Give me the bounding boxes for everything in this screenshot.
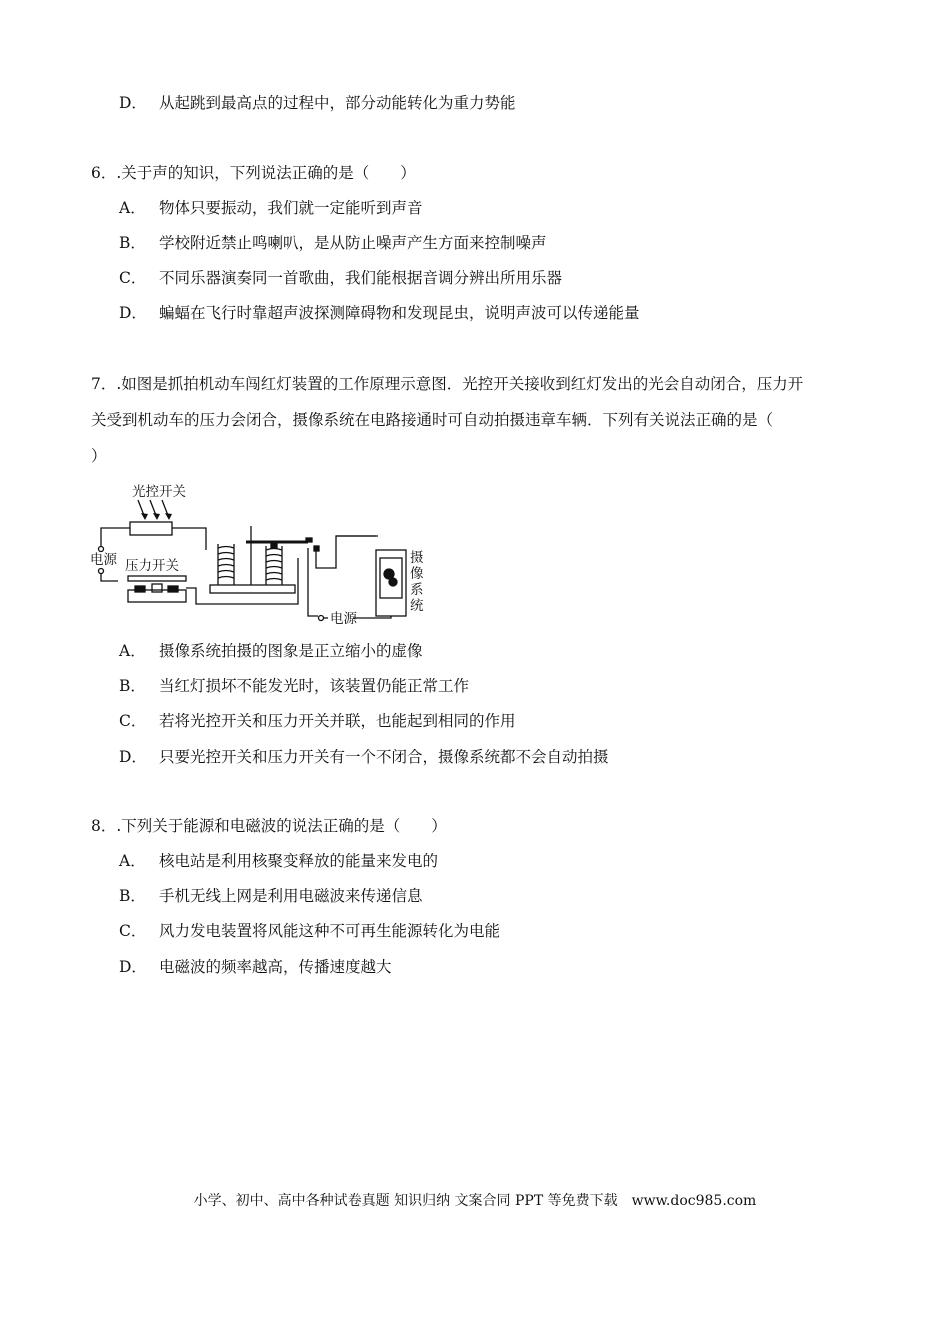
pressure-contact <box>152 584 162 592</box>
option-text: 核电站是利用核聚变释放的能量来发电的 <box>159 852 439 870</box>
q7-option-d <box>119 747 609 767</box>
terminal <box>99 547 104 552</box>
option-text: 风力发电装置将风能这种不可再生能源转化为电能 <box>159 922 501 940</box>
q6-stem: 6．.关于声的知识，下列说法正确的是（ ） <box>91 164 416 182</box>
option-text: 若将光控开关和压力开关并联，也能起到相同的作用 <box>159 712 516 730</box>
label-camera-1: 摄 <box>410 550 424 566</box>
option-text: 物体只要振动，我们就一定能听到声音 <box>159 199 423 217</box>
q8-option-a <box>119 851 438 871</box>
option-label: C． <box>119 712 147 730</box>
terminal <box>99 569 104 574</box>
terminal <box>319 616 324 621</box>
option-label: B． <box>119 234 146 252</box>
wire <box>316 536 378 568</box>
coil-left <box>218 544 234 585</box>
contact <box>306 538 312 542</box>
option-label: D． <box>119 304 147 322</box>
contact <box>314 546 319 551</box>
q6-option-d <box>119 303 640 323</box>
q6-option-b <box>119 233 547 253</box>
option-text: 只要光控开关和压力开关有一个不闭合，摄像系统都不会自动拍摄 <box>159 748 609 766</box>
q7-option-b <box>119 676 469 696</box>
option-label: A． <box>119 852 146 870</box>
coil-right <box>266 546 282 585</box>
q5-option-d <box>119 93 516 113</box>
option-label: A． <box>119 642 146 660</box>
wire <box>172 528 206 550</box>
q8-option-b <box>119 886 423 906</box>
circuit-diagram <box>88 478 438 636</box>
camera-icon <box>389 578 397 586</box>
relay-base <box>210 585 295 593</box>
q7-option-c <box>119 711 516 731</box>
option-label: A． <box>119 199 146 217</box>
q8-option-d <box>119 957 392 977</box>
page-footer: 小学、初中、高中各种试卷真题 知识归纳 文案合同 PPT 等免费下载 www.doc985.com <box>193 1193 757 1209</box>
pressure-plate <box>128 576 186 581</box>
option-text: 学校附近禁止鸣喇叭，是从防止噪声产生方面来控制噪声 <box>159 234 547 252</box>
pressure-contact <box>135 586 145 592</box>
light-switch-box <box>130 522 172 535</box>
option-text: 电磁波的频率越高，传播速度越大 <box>159 958 392 976</box>
option-text: 摄像系统拍摄的图象是正立缩小的虚像 <box>159 642 423 660</box>
option-label: B． <box>119 887 146 905</box>
option-label: B． <box>119 677 146 695</box>
label-camera-3: 系 <box>410 582 424 598</box>
label-power-bottom: 电源 <box>330 611 357 627</box>
wire <box>186 558 298 604</box>
q7-stem-line2: 关受到机动车的压力会闭合，摄像系统在电路接通时可自动拍摄违章车辆．下列有关说法正确的是（ <box>91 411 774 429</box>
iron-core <box>271 542 277 548</box>
pressure-contact <box>168 586 178 592</box>
option-label: D． <box>119 748 147 766</box>
option-text: 蝙蝠在飞行时靠超声波探测障碍物和发现昆虫，说明声波可以传递能量 <box>159 304 640 322</box>
q6-option-a <box>119 198 423 218</box>
q8-stem: 8．.下列关于能源和电磁波的说法正确的是（ ） <box>91 817 447 835</box>
option-label: C． <box>119 269 147 287</box>
wire <box>101 574 118 581</box>
option-text: 不同乐器演奏同一首歌曲，我们能根据音调分辨出所用乐器 <box>159 269 563 287</box>
label-light-switch: 光控开关 <box>132 484 186 500</box>
q6-option-c <box>119 268 562 288</box>
label-camera-2: 像 <box>410 566 424 582</box>
option-text: 手机无线上网是利用电磁波来传递信息 <box>159 887 423 905</box>
q7-stem-line1: 7．.如图是抓拍机动车闯红灯装置的工作原理示意图．光控开关接收到红灯发出的光会自动闭合，压力开 <box>91 375 804 393</box>
option-text: 当红灯损坏不能发光时，该装置仍能正常工作 <box>159 677 470 695</box>
option-label: D． <box>119 94 147 112</box>
option-label: C． <box>119 922 147 940</box>
label-power-left: 电源 <box>90 552 117 568</box>
option-text: 从起跳到最高点的过程中，部分动能转化为重力势能 <box>159 94 516 112</box>
q7-stem-line3: ） <box>91 447 107 465</box>
q8-option-c <box>119 921 500 941</box>
label-camera-4: 统 <box>410 598 424 614</box>
q7-option-a <box>119 641 423 661</box>
label-pressure-switch: 压力开关 <box>125 558 179 574</box>
wire <box>101 528 130 546</box>
option-label: D． <box>119 958 147 976</box>
